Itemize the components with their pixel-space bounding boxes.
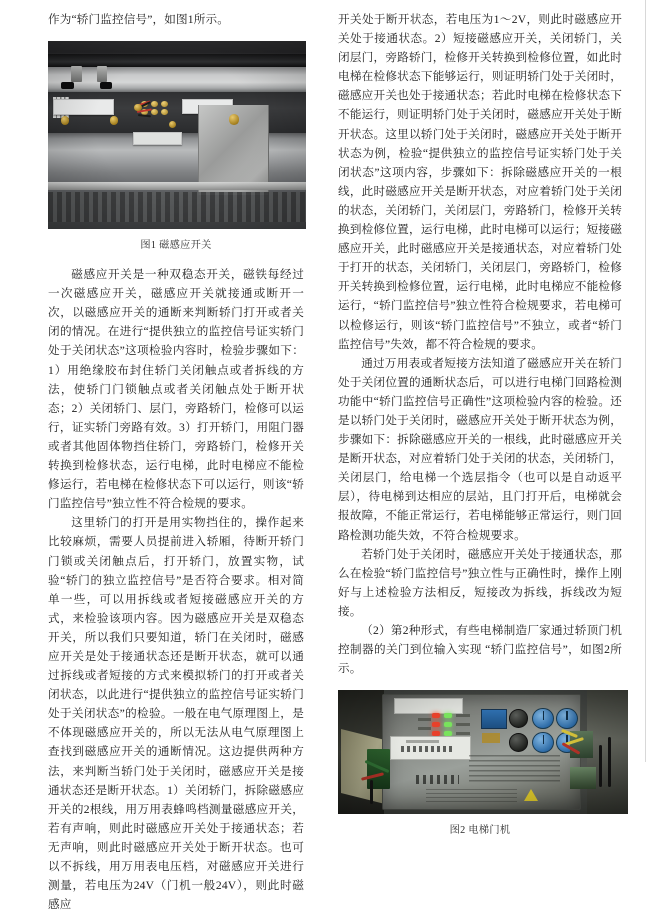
- paragraph-right-3: 若轿门处于关闭时，磁感应开关处于接通状态，那么在检验“轿门监控信号”独立性与正确性时，操作上刚好与上述检验方法相反，短接改为拆线，拆线改为短接。: [338, 547, 622, 618]
- paragraph-right-1: 开关处于断开状态，若电压为1～2V，则此时磁感应开关处于接通状态。2）短接磁感应开关，关闭轿门，关闭层门，旁路轿门，检修开关转换到检修位置，如此时电梯在检修状态下能够运行，则证明轿门处于关闭时，磁感应开关也处于接通状态；若此时电梯在检修状态下不能运行，则证明轿门处于关闭时，磁感应开关处于断开状态。这里以轿门处于关闭时，磁感应开关处于断开状态为例，检验“提供独立的监控信号证实轿门处于关闭状态”这项内容，步骤如下：拆除磁感应开关的一根线，此时磁感应开关是断开状态，对应着轿门处于关闭的状态，关闭轿门，关闭层门，旁路轿门，检修开关转换到检修位置，运行电梯，此时电梯可以运行；短接磁感应开关，此时磁感应开关是接通状态，对应着轿门处于打开的状态，关闭轿门，关闭层门，旁路轿门，检修开关转换到检修位置，运行电梯，此时电梯应不能检修运行，“轿门监控信号”独立性符合检规要求，若电梯可以检修运行，则该“轿门监控信号”不独立，或者“轿门监控信号”失效，都不符合检规的要求。: [338, 13, 622, 351]
- paragraph-left-3: 这里轿门的打开是用实物挡住的，操作起来比较麻烦，需要人员提前进入轿厢，待断开轿门门锁或关闭触点后，打开轿门，放置实物，试验“轿门的独立监控信号”是否符合要求。相对简单一些，可以用拆线或者短接磁感应开关的方式，来检验该项内容。因为磁感应开关是双稳态开关，所以我们只要知道，轿门在关闭时，磁感应开关是处于接通状态还是断开状态，就可以通过拆线或者短接的方式来模拟轿门的打开或者关闭状态，以此进行“提供独立的监控信号证实轿门处于关闭状态”的检验。一般在电气原理图上，是不体现磁感应开关的，所以无法从电气原理图上查找到磁感应开关的通断情况。这边提供两种方法，来判断当轿门处于关闭时，磁感应开关是接通状态还是断开状态。1）关闭轿门，拆除磁感应开关的2根线，用万用表蜂鸣档测量磁感应开关，若有声响，则此时磁感应开关处于接通状态；若无声响，则此时磁感应开关处于断开状态。也可以不拆线，用万用表电压档，对磁感应开关进行测量，若电压为24V（门机一般24V），则此时磁感应: [48, 516, 304, 912]
- figure-2: [338, 690, 622, 836]
- paragraph-left-1: 作为“轿门监控信号”，如图1所示。: [48, 13, 229, 26]
- left-column: [0, 0, 322, 912]
- page-right-rule: [645, 0, 646, 762]
- paragraph-right-4: （2）第2种形式，有些电梯制造厂家通过轿顶门机控制器的关门到位输入实现 “轿门监控信号”，如图2所示。: [338, 624, 622, 676]
- figure-1-caption: 图1 磁感应开关: [140, 240, 212, 252]
- paragraph-left-2: 磁感应开关是一种双稳态开关，磁铁每经过一次磁感应开关，磁感应开关就接通或断开一次，以磁感应开关的通断来判断轿门打开或者关闭的情况。在进行“提供独立的监控信号证实轿门处于关闭状态”这项检验内容时，检验步骤如下：1）用绝缘胶布封住轿门关闭触点或者拆线的方法，使轿门门锁触点或者关闭触点处于断开状态；2）关闭轿门、层门，旁路轿门，检修可以运行，证实轿门旁路有效。3）打开轿门，用阻门器或者其他固体物挡住轿门，旁路轿门，检修开关转换到检修状态，运行电梯，此时电梯应不能检修运行，若电梯在检修状态下可以运行，则该“轿门监控信号”独立性不符合检规的要求。: [48, 268, 304, 511]
- photo-vignette: [48, 41, 306, 229]
- photo-vignette: [338, 690, 628, 814]
- figure-1-image: [48, 41, 306, 229]
- figure-2-caption: 图2 电梯门机: [449, 825, 511, 837]
- paragraph-right-2: 通过万用表或者短接方法知道了磁感应开关在轿门处于关闭位置的通断状态后，可以进行电梯门回路检测功能中“轿门监控信号正确性”这项检验内容的检验。还是以轿门处于关闭时，磁感应开关处于断开状态为例，步骤如下：拆除磁感应开关的一根线，此时磁感应开关是断开状态，对应着轿门处于关闭的状态，关闭轿门，关闭层门，给电梯一个选层指令（也可以是自动返平层），待电梯到达相应的层站，且门打开后，电梯就会报故障，不能正常运行，若电梯能够正常运行，则门回路检测功能失效，不符合检规要求。: [338, 356, 622, 542]
- figure-1: [48, 41, 304, 251]
- figure-2-image: [338, 690, 628, 814]
- right-column: [322, 0, 644, 837]
